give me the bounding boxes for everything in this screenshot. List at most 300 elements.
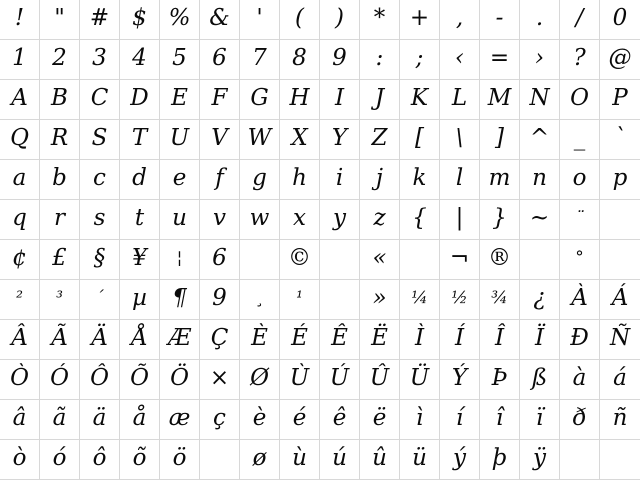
glyph: U — [169, 125, 190, 151]
glyph-cell — [320, 160, 360, 200]
glyph: V — [211, 125, 228, 151]
glyph-cell — [0, 40, 40, 80]
glyph: ì — [415, 405, 424, 431]
glyph-cell — [80, 40, 120, 80]
glyph: * — [373, 5, 386, 31]
glyph: X — [291, 125, 308, 151]
glyph: g — [252, 165, 267, 191]
glyph-cell — [560, 440, 600, 480]
glyph: Ð — [570, 325, 589, 351]
glyph: © — [288, 245, 311, 271]
glyph: . — [535, 5, 544, 31]
glyph: q — [12, 205, 27, 231]
glyph-cell — [400, 280, 440, 320]
glyph: Ö — [170, 365, 189, 391]
glyph-cell — [560, 320, 600, 360]
glyph-cell — [560, 280, 600, 320]
glyph-cell — [0, 360, 40, 400]
glyph-cell — [120, 360, 160, 400]
glyph-cell — [520, 280, 560, 320]
glyph-cell — [160, 400, 200, 440]
glyph-cell — [400, 240, 440, 280]
glyph: R — [50, 125, 69, 151]
glyph-cell — [280, 360, 320, 400]
glyph-cell — [80, 160, 120, 200]
glyph: K — [410, 85, 429, 111]
glyph: Á — [611, 285, 629, 311]
glyph-cell — [360, 80, 400, 120]
glyph: Æ — [167, 325, 192, 351]
glyph-cell — [120, 440, 160, 480]
glyph: ^ — [529, 125, 550, 151]
glyph-cell — [80, 400, 120, 440]
glyph-cell — [120, 120, 160, 160]
glyph-cell — [240, 440, 280, 480]
glyph-cell — [400, 120, 440, 160]
glyph-cell — [440, 320, 480, 360]
glyph-cell — [0, 280, 40, 320]
glyph: a — [12, 165, 27, 191]
glyph: 5 — [172, 45, 187, 71]
glyph-cell — [480, 0, 520, 40]
glyph: £ — [52, 245, 67, 271]
glyph-cell — [400, 200, 440, 240]
glyph: ¾ — [491, 288, 508, 308]
glyph-cell — [480, 240, 520, 280]
glyph-cell — [520, 400, 560, 440]
glyph-cell — [40, 280, 80, 320]
glyph-cell — [560, 80, 600, 120]
glyph-cell — [360, 280, 400, 320]
glyph: ó — [52, 445, 67, 471]
glyph: E — [171, 85, 188, 111]
glyph: ú — [332, 445, 347, 471]
glyph-cell — [0, 240, 40, 280]
glyph-cell — [560, 240, 600, 280]
glyph-cell — [440, 40, 480, 80]
glyph: i — [335, 165, 344, 191]
glyph-cell — [360, 160, 400, 200]
glyph-cell — [40, 160, 80, 200]
glyph-cell — [40, 80, 80, 120]
glyph: e — [172, 165, 187, 191]
glyph-cell — [320, 200, 360, 240]
glyph: Î — [494, 325, 505, 351]
glyph: ´ — [95, 288, 104, 308]
glyph-cell — [440, 440, 480, 480]
glyph-cell — [240, 400, 280, 440]
glyph-cell — [280, 0, 320, 40]
glyph: Ê — [331, 325, 348, 351]
glyph: × — [209, 365, 230, 391]
glyph: % — [168, 5, 191, 31]
glyph: ( — [295, 5, 304, 31]
glyph-cell — [360, 400, 400, 440]
glyph-cell — [400, 320, 440, 360]
glyph-cell — [400, 360, 440, 400]
glyph-cell — [520, 200, 560, 240]
glyph: í — [455, 405, 464, 431]
glyph: x — [293, 205, 306, 231]
glyph: L — [451, 85, 468, 111]
glyph: ö — [172, 445, 187, 471]
glyph-cell — [240, 0, 280, 40]
glyph: ° — [575, 248, 584, 268]
glyph-cell — [600, 280, 640, 320]
glyph-cell — [0, 160, 40, 200]
glyph: å — [132, 405, 147, 431]
glyph-cell — [0, 80, 40, 120]
glyph-cell — [40, 0, 80, 40]
glyph-cell — [80, 240, 120, 280]
glyph-cell — [80, 0, 120, 40]
glyph: Ç — [210, 325, 229, 351]
glyph-cell — [520, 160, 560, 200]
glyph: H — [289, 85, 310, 111]
glyph: ¼ — [411, 288, 428, 308]
glyph: N — [529, 85, 550, 111]
glyph-cell — [240, 280, 280, 320]
glyph-cell — [320, 120, 360, 160]
glyph: n — [532, 165, 547, 191]
glyph-cell — [520, 320, 560, 360]
glyph-cell — [480, 440, 520, 480]
glyph: ® — [488, 245, 511, 271]
glyph: ¦ — [176, 248, 183, 268]
glyph-cell — [200, 40, 240, 80]
glyph-cell — [520, 0, 560, 40]
glyph-cell — [600, 200, 640, 240]
glyph: s — [93, 205, 106, 231]
glyph-cell — [600, 360, 640, 400]
glyph-cell — [440, 160, 480, 200]
glyph: 3 — [92, 45, 107, 71]
glyph: G — [250, 85, 269, 111]
glyph-cell — [80, 320, 120, 360]
glyph-cell — [120, 80, 160, 120]
glyph: @ — [608, 45, 632, 71]
glyph: b — [52, 165, 67, 191]
glyph: m — [488, 165, 511, 191]
glyph-cell — [160, 200, 200, 240]
glyph: Ý — [451, 365, 468, 391]
glyph: # — [89, 5, 110, 31]
glyph-cell — [240, 200, 280, 240]
glyph-cell — [40, 120, 80, 160]
glyph-cell — [400, 80, 440, 120]
glyph: æ — [168, 405, 191, 431]
glyph-cell — [40, 400, 80, 440]
glyph-cell — [40, 360, 80, 400]
glyph: S — [91, 125, 108, 151]
glyph-cell — [120, 240, 160, 280]
glyph-cell — [440, 400, 480, 440]
glyph-cell — [200, 360, 240, 400]
glyph: T — [131, 125, 148, 151]
glyph-cell — [280, 160, 320, 200]
glyph-cell — [600, 240, 640, 280]
glyph-cell — [440, 120, 480, 160]
glyph: w — [249, 205, 270, 231]
glyph-cell — [80, 280, 120, 320]
glyph: ¥ — [132, 245, 147, 271]
glyph-cell — [480, 80, 520, 120]
glyph: M — [487, 85, 512, 111]
glyph-cell — [160, 0, 200, 40]
glyph: õ — [132, 445, 147, 471]
glyph: ¸ — [255, 288, 264, 308]
glyph-cell — [0, 120, 40, 160]
glyph-cell — [280, 320, 320, 360]
glyph: 8 — [292, 45, 307, 71]
glyph: 9 — [332, 45, 347, 71]
glyph: ý — [453, 445, 466, 471]
glyph-cell — [200, 400, 240, 440]
glyph-cell — [280, 240, 320, 280]
glyph-cell — [40, 440, 80, 480]
glyph: k — [412, 165, 427, 191]
glyph-cell — [200, 240, 240, 280]
glyph-cell — [560, 400, 600, 440]
glyph-cell — [520, 440, 560, 480]
glyph-cell — [0, 400, 40, 440]
glyph-cell — [560, 0, 600, 40]
glyph-cell — [40, 200, 80, 240]
glyph-cell — [200, 120, 240, 160]
glyph-cell — [120, 400, 160, 440]
glyph-cell — [400, 40, 440, 80]
glyph: ‹ — [454, 45, 465, 71]
glyph: Ì — [414, 325, 425, 351]
glyph-cell — [280, 200, 320, 240]
glyph-cell — [560, 40, 600, 80]
glyph: ; — [415, 45, 424, 71]
glyph-cell — [320, 40, 360, 80]
glyph: û — [372, 445, 387, 471]
glyph-cell — [360, 360, 400, 400]
glyph: , — [455, 5, 464, 31]
glyph: Y — [331, 125, 348, 151]
glyph: ¬ — [449, 245, 470, 271]
glyph: ¶ — [172, 285, 187, 311]
glyph: { — [412, 205, 427, 231]
glyph: § — [93, 245, 106, 271]
glyph-cell — [240, 160, 280, 200]
glyph: f — [215, 165, 224, 191]
glyph-cell — [480, 40, 520, 80]
glyph: ¨ — [575, 208, 584, 228]
glyph: o — [572, 165, 587, 191]
glyph: Ï — [534, 325, 545, 351]
glyph-cell — [80, 80, 120, 120]
glyph-cell — [400, 160, 440, 200]
glyph: Å — [131, 325, 148, 351]
glyph: } — [492, 205, 507, 231]
glyph-cell — [320, 320, 360, 360]
glyph: ê — [332, 405, 347, 431]
glyph-cell — [200, 200, 240, 240]
glyph: ã — [52, 405, 67, 431]
glyph: á — [613, 365, 627, 391]
glyph: C — [90, 85, 109, 111]
glyph: Ã — [51, 325, 68, 351]
glyph: Q — [10, 125, 29, 151]
glyph-cell — [40, 240, 80, 280]
glyph: ä — [92, 405, 107, 431]
glyph-cell — [600, 440, 640, 480]
glyph-cell — [440, 0, 480, 40]
glyph: Ù — [289, 365, 310, 391]
glyph-cell — [160, 280, 200, 320]
glyph: Â — [11, 325, 28, 351]
glyph-cell — [320, 400, 360, 440]
glyph: Z — [371, 125, 388, 151]
glyph-cell — [280, 400, 320, 440]
glyph: [ — [415, 125, 424, 151]
glyph: ë — [372, 405, 387, 431]
glyph: î — [495, 405, 504, 431]
glyph: 7 — [252, 45, 267, 71]
glyph-cell — [440, 280, 480, 320]
glyph: : — [375, 45, 384, 71]
glyph-cell — [520, 120, 560, 160]
glyph-cell — [120, 40, 160, 80]
glyph: ñ — [612, 405, 628, 431]
glyph-cell — [400, 0, 440, 40]
glyph: c — [93, 165, 106, 191]
glyph-cell — [280, 120, 320, 160]
glyph: B — [51, 85, 68, 111]
glyph: ß — [531, 365, 548, 391]
glyph-cell — [160, 40, 200, 80]
glyph-cell — [360, 320, 400, 360]
glyph: › — [534, 45, 545, 71]
glyph-cell — [200, 0, 240, 40]
glyph-cell — [520, 240, 560, 280]
glyph: » — [372, 285, 387, 311]
glyph-cell — [480, 320, 520, 360]
glyph: Ü — [409, 365, 430, 391]
glyph-cell — [440, 80, 480, 120]
glyph-cell — [480, 360, 520, 400]
glyph: z — [373, 205, 386, 231]
glyph-cell — [600, 400, 640, 440]
glyph-cell — [120, 160, 160, 200]
glyph-cell — [560, 120, 600, 160]
glyph-cell — [160, 80, 200, 120]
glyph: ÿ — [533, 445, 546, 471]
glyph: ¹ — [296, 288, 303, 308]
glyph-cell — [80, 200, 120, 240]
glyph: h — [292, 165, 307, 191]
glyph: è — [252, 405, 267, 431]
glyph-cell — [160, 360, 200, 400]
glyph-cell — [160, 240, 200, 280]
glyph-cell — [320, 360, 360, 400]
glyph: à — [572, 365, 587, 391]
glyph: u — [172, 205, 187, 231]
glyph: 6 — [212, 45, 227, 71]
glyph-cell — [120, 200, 160, 240]
glyph: = — [489, 45, 510, 71]
glyph: l — [455, 165, 464, 191]
glyph: ' — [256, 5, 263, 31]
glyph: y — [333, 205, 346, 231]
glyph-cell — [200, 280, 240, 320]
glyph-cell — [200, 80, 240, 120]
glyph-cell — [120, 320, 160, 360]
glyph-cell — [560, 200, 600, 240]
glyph: 6 — [212, 245, 227, 271]
glyph-cell — [480, 280, 520, 320]
glyph: r — [54, 205, 65, 231]
glyph-cell — [240, 120, 280, 160]
glyph-cell — [280, 440, 320, 480]
glyph-cell — [0, 200, 40, 240]
glyph-cell — [240, 80, 280, 120]
glyph-cell — [320, 0, 360, 40]
glyph-cell — [440, 360, 480, 400]
glyph: ò — [12, 445, 27, 471]
glyph-cell — [320, 440, 360, 480]
glyph-cell — [80, 360, 120, 400]
glyph: Ø — [250, 365, 269, 391]
glyph: ² — [16, 288, 23, 308]
glyph: ø — [252, 445, 267, 471]
glyph: _ — [573, 125, 586, 151]
glyph-cell — [360, 240, 400, 280]
glyph-cell — [360, 0, 400, 40]
glyph-cell — [0, 320, 40, 360]
glyph: Ú — [329, 365, 350, 391]
glyph: A — [11, 85, 28, 111]
glyph: ` — [614, 125, 626, 151]
glyph-cell — [440, 200, 480, 240]
glyph-cell — [40, 320, 80, 360]
glyph: ) — [335, 5, 344, 31]
glyph: Ó — [50, 365, 69, 391]
glyph-cell — [0, 440, 40, 480]
glyph: ³ — [56, 288, 63, 308]
glyph-cell — [360, 120, 400, 160]
glyph-cell — [480, 200, 520, 240]
glyph: 4 — [132, 45, 147, 71]
glyph: - — [495, 5, 504, 31]
glyph-cell — [80, 120, 120, 160]
glyph: / — [575, 5, 584, 31]
glyph: é — [292, 405, 307, 431]
glyph: ï — [535, 405, 544, 431]
glyph: ð — [572, 405, 587, 431]
glyph-cell — [200, 320, 240, 360]
glyph: | — [455, 205, 464, 231]
glyph: & — [209, 5, 230, 31]
glyph: O — [570, 85, 589, 111]
glyph-cell — [560, 160, 600, 200]
glyph: þ — [492, 445, 507, 471]
glyph-cell — [240, 240, 280, 280]
glyph-cell — [320, 280, 360, 320]
glyph-cell — [160, 440, 200, 480]
glyph: Õ — [130, 365, 149, 391]
glyph-cell — [600, 320, 640, 360]
glyph: 1 — [12, 45, 27, 71]
glyph: D — [130, 85, 149, 111]
glyph-cell — [120, 0, 160, 40]
glyph-cell — [360, 440, 400, 480]
glyph-cell — [240, 320, 280, 360]
glyph: ô — [92, 445, 107, 471]
